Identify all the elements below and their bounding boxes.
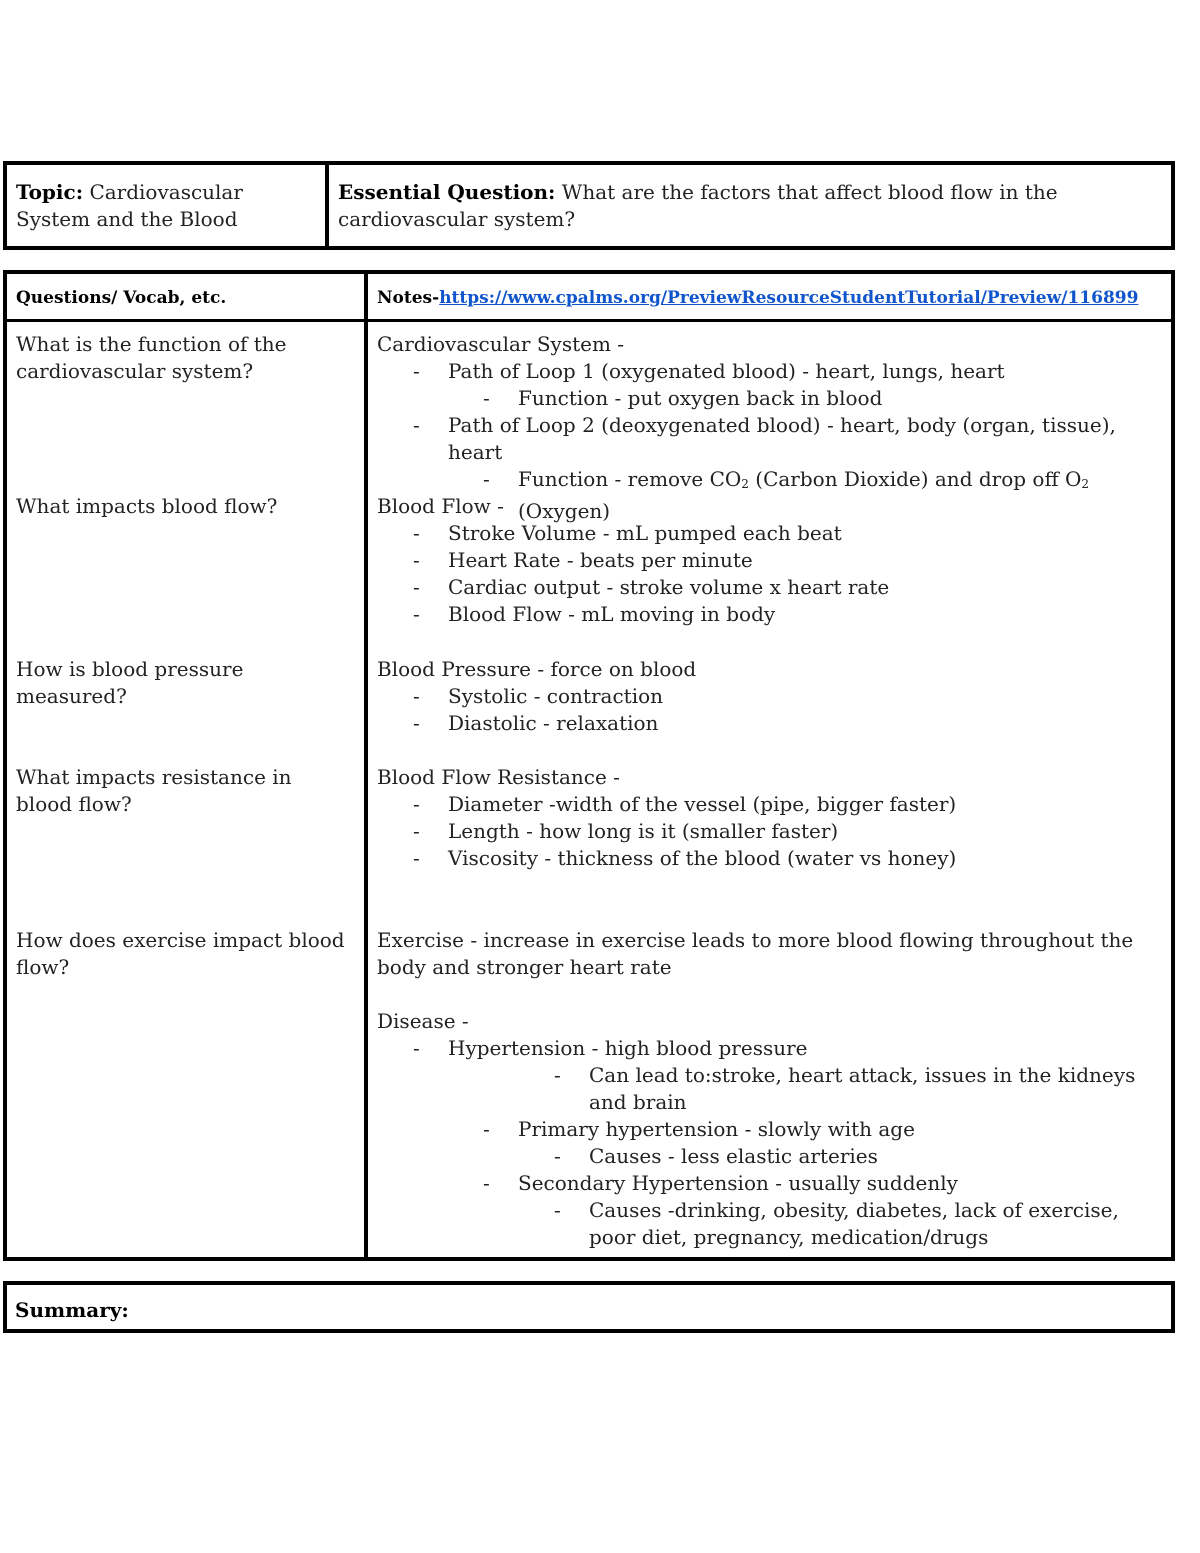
list-item: - Heart Rate - beats per minute [377, 547, 1167, 574]
list-item: - Stroke Volume - mL pumped each beat [377, 520, 1167, 547]
notes-blood-pressure [377, 656, 1167, 737]
summary-box [3, 1281, 1175, 1333]
list-item: - Systolic - contraction [377, 683, 1167, 710]
loop2-fn-part-a: Function - remove CO [518, 467, 742, 491]
topic-label: Topic: [16, 180, 84, 204]
notes-label: Notes- [377, 288, 440, 308]
notes-disease [377, 1008, 1167, 1251]
loop2-fn-part-b: (Carbon Dioxide) and drop off O [748, 467, 1082, 491]
list-item: - Causes -drinking, obesity, diabetes, lack of exercise, poor diet, pregnancy, medication/drugs [377, 1197, 1167, 1251]
notes-table [3, 270, 1175, 1261]
list-item: - Causes - less elastic arteries [377, 1143, 1167, 1170]
list-item: - Length - how long is it (smaller faster) [377, 818, 1167, 845]
essential-question-label: Essential Question: [338, 180, 556, 204]
list-item: - Primary hypertension - slowly with age [377, 1116, 1167, 1143]
list-item: - Blood Flow - mL moving in body [377, 601, 1167, 628]
notes-column-header [377, 288, 1138, 308]
list-item: - Cardiac output - stroke volume x heart rate [377, 574, 1167, 601]
list-item: - Hypertension - high blood pressure [377, 1035, 1167, 1062]
essential-question-cell [338, 179, 1158, 233]
notes-link[interactable]: https://www.cpalms.org/PreviewResourceStudentTutorial/Preview/116899 [439, 288, 1139, 308]
list-item: - Can lead to:stroke, heart attack, issues in the kidneys and brain [377, 1062, 1167, 1116]
question-cardio-function: What is the function of the cardiovascular system? [16, 332, 287, 383]
question-blood-pressure: How is blood pressure measured? [16, 657, 244, 708]
resistance-list [377, 791, 1167, 872]
resistance-title: Blood Flow Resistance - [377, 765, 620, 789]
list-item: - Path of Loop 1 (oxygenated blood) - heart, lungs, heart [377, 358, 1167, 385]
list-item: - Path of Loop 2 (deoxygenated blood) - heart, body (organ, tissue), heart [377, 412, 1167, 466]
subscript-2: 2 [741, 477, 749, 491]
flow-list [377, 520, 1167, 628]
essential-question-text: What are the factors that affect blood flow in the cardiovascular system? [338, 180, 1058, 231]
list-item: - Secondary Hypertension - usually suddenly [377, 1170, 1167, 1197]
pressure-title: Blood Pressure - force on blood [377, 657, 697, 681]
question-resistance: What impacts resistance in blood flow? [16, 765, 292, 816]
topic-divider [325, 165, 329, 246]
pressure-list [377, 683, 1167, 737]
disease-title: Disease - [377, 1009, 469, 1033]
list-item: - Diastolic - relaxation [377, 710, 1167, 737]
questions-column-header: Questions/ Vocab, etc. [16, 288, 227, 308]
cardio-title: Cardiovascular System - [377, 332, 625, 356]
header-divider [7, 319, 1171, 322]
column-divider [364, 274, 368, 1257]
loop2-fn-part-c: (Oxygen) [518, 499, 611, 523]
subscript-2: 2 [1081, 477, 1090, 491]
notes-exercise: Exercise - increase in exercise leads to more blood flowing throughout the body and stronger heart rate [377, 928, 1134, 979]
notes-resistance [377, 764, 1167, 872]
disease-list [377, 1035, 1167, 1251]
list-item: - Viscosity - thickness of the blood (water vs honey) [377, 845, 1167, 872]
summary-label: Summary: [15, 1298, 129, 1322]
list-item: - Function - put oxygen back in blood [377, 385, 1167, 412]
topic-text: Cardiovascular System and the Blood [16, 180, 243, 231]
question-exercise: How does exercise impact blood flow? [16, 928, 345, 979]
topic-table [3, 161, 1175, 250]
question-blood-flow: What impacts blood flow? [16, 494, 278, 518]
flow-title: Blood Flow - [377, 494, 504, 518]
list-item: - Diameter -width of the vessel (pipe, bigger faster) [377, 791, 1167, 818]
topic-cell [16, 179, 316, 233]
notes-blood-flow [377, 493, 1167, 628]
